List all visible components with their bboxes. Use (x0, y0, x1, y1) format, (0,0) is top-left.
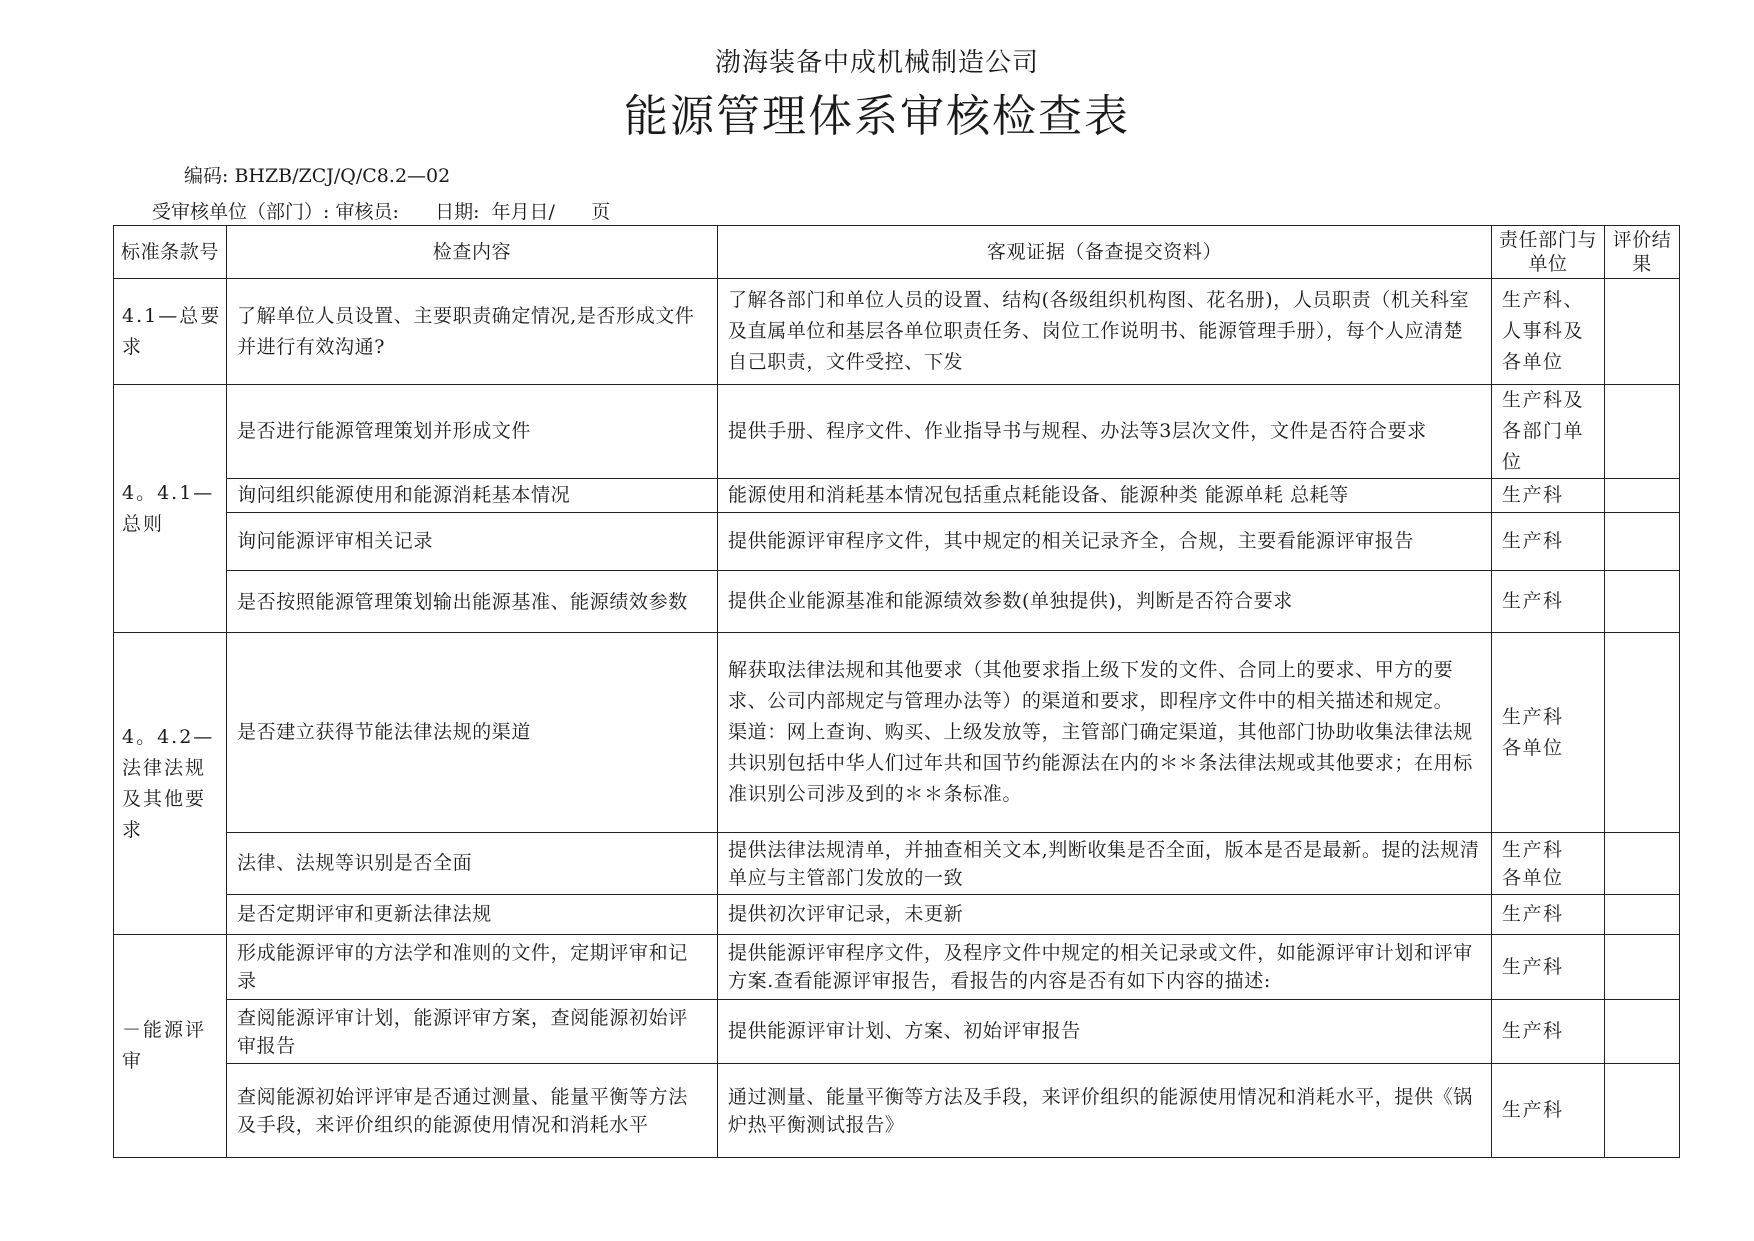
dept-cell: 生产科及各部门单位 (1492, 385, 1605, 479)
header-clause: 标准条款号 (114, 226, 227, 279)
table-row (114, 1000, 1680, 1064)
table-header-row (114, 226, 1680, 279)
result-cell[interactable] (1605, 479, 1680, 513)
evidence-cell: 了解各部门和单位人员的设置、结构(各级组织机构图、花名册)，人员职责（机关科室及直属单位和基层各单位职责任务、岗位工作说明书、能源管理手册），每个人应清楚自己职责，文件受控、下发 (718, 279, 1492, 385)
clause-cell: 4。4.2—法律法规及其他要求 (114, 633, 227, 935)
dept-line: 生产科 (1502, 838, 1564, 861)
content-cell: 是否定期评审和更新法律法规 (227, 895, 718, 935)
dept-cell: 生产科、人事科及各单位 (1492, 279, 1605, 385)
audit-checklist-table (113, 225, 1680, 1158)
result-cell[interactable] (1605, 935, 1680, 1000)
company-name: 渤海装备中成机械制造公司 (714, 48, 1039, 78)
table-row (114, 935, 1680, 1000)
content-cell: 询问能源评审相关记录 (227, 513, 718, 571)
dept-cell (1492, 833, 1605, 895)
content-cell: 是否进行能源管理策划并形成文件 (227, 385, 718, 479)
document-code: 编码: BHZB/ZCJ/Q/C8.2—02 (184, 165, 451, 187)
result-cell[interactable] (1605, 895, 1680, 935)
evidence-cell: 通过测量、能量平衡等方法及手段，来评价组织的能源使用情况和消耗水平，提供《锅炉热平衡测试报告》 (718, 1064, 1492, 1158)
evidence-cell: 提供手册、程序文件、作业指导书与规程、办法等3层次文件，文件是否符合要求 (718, 385, 1492, 479)
evidence-paragraph: 解获取法律法规和其他要求（其他要求指上级下发的文件、合同上的要求、甲方的要求、公司内部规定与管理办法等）的渠道和要求，即程序文件中的相关描述和规定。 (728, 659, 1454, 712)
result-cell[interactable] (1605, 571, 1680, 633)
clause-cell: 4.1—总要求 (114, 279, 227, 385)
table-row (114, 833, 1680, 895)
evidence-cell: 提供能源评审程序文件，及程序文件中规定的相关记录或文件，如能源评审计划和评审方案.查看能源评审报告，看报告的内容是否有如下内容的描述: (718, 935, 1492, 1000)
evidence-paragraph: 渠道：网上查询、购买、上级发放等，主管部门确定渠道，其他部门协助收集法律法规共识别包括中华人们过年共和国节约能源法在内的＊＊条法律法规或其他要求；在用标准识别公司涉及到的＊＊条标准。 (728, 721, 1473, 805)
content-cell: 法律、法规等识别是否全面 (227, 833, 718, 895)
clause-cell: 4。4.1—总则 (114, 385, 227, 633)
content-cell: 查阅能源评审计划，能源评审方案，查阅能源初始评审报告 (227, 1000, 718, 1064)
result-cell[interactable] (1605, 279, 1680, 385)
content-cell: 是否建立获得节能法律法规的渠道 (227, 633, 718, 833)
dept-cell: 生产科 (1492, 479, 1605, 513)
clause-cell: －能源评审 (114, 935, 227, 1158)
evidence-cell: 提供能源评审程序文件，其中规定的相关记录齐全，合规，主要看能源评审报告 (718, 513, 1492, 571)
header-evidence: 客观证据（备查提交资料） (718, 226, 1492, 279)
content-cell: 查阅能源初始评评审是否通过测量、能量平衡等方法及手段，来评价组织的能源使用情况和消耗水平 (227, 1064, 718, 1158)
header-dept: 责任部门与单位 (1492, 226, 1605, 279)
evidence-cell: 提供初次评审记录，未更新 (718, 895, 1492, 935)
result-cell[interactable] (1605, 1064, 1680, 1158)
content-cell: 是否按照能源管理策划输出能源基准、能源绩效参数 (227, 571, 718, 633)
dept-line: 生产科 (1502, 705, 1564, 728)
dept-cell: 生产科 (1492, 895, 1605, 935)
audit-info-line: 受审核单位（部门）: 审核员: 日期: 年月日/ 页 (152, 201, 611, 223)
content-cell: 询问组织能源使用和能源消耗基本情况 (227, 479, 718, 513)
dept-cell (1492, 633, 1605, 833)
table-row (114, 513, 1680, 571)
table-row (114, 633, 1680, 833)
dept-cell: 生产科 (1492, 571, 1605, 633)
result-cell[interactable] (1605, 513, 1680, 571)
dept-cell: 生产科 (1492, 1064, 1605, 1158)
table-row (114, 1064, 1680, 1158)
dept-line: 各单位 (1502, 736, 1564, 759)
evidence-cell: 提供法律法规清单，并抽查相关文本,判断收集是否全面，版本是否是最新。提的法规清单应与主管部门发放的一致 (718, 833, 1492, 895)
dept-line: 各单位 (1502, 866, 1564, 889)
content-cell: 形成能源评审的方法学和准则的文件，定期评审和记录 (227, 935, 718, 1000)
evidence-cell: 提供企业能源基准和能源绩效参数(单独提供)，判断是否符合要求 (718, 571, 1492, 633)
dept-cell: 生产科 (1492, 935, 1605, 1000)
evidence-cell: 提供能源评审计划、方案、初始评审报告 (718, 1000, 1492, 1064)
evidence-cell (718, 633, 1492, 833)
table-row (114, 279, 1680, 385)
dept-cell: 生产科 (1492, 513, 1605, 571)
table-row (114, 895, 1680, 935)
result-cell[interactable] (1605, 633, 1680, 833)
result-cell[interactable] (1605, 385, 1680, 479)
table-row (114, 479, 1680, 513)
table-row (114, 571, 1680, 633)
evidence-cell: 能源使用和消耗基本情况包括重点耗能设备、能源种类 能源单耗 总耗等 (718, 479, 1492, 513)
content-cell: 了解单位人员设置、主要职责确定情况,是否形成文件并进行有效沟通? (227, 279, 718, 385)
header-result: 评价结果 (1605, 226, 1680, 279)
dept-cell: 生产科 (1492, 1000, 1605, 1064)
table-row (114, 385, 1680, 479)
result-cell[interactable] (1605, 833, 1680, 895)
document-title: 能源管理体系审核检查表 (624, 91, 1130, 142)
header-content: 检查内容 (227, 226, 718, 279)
result-cell[interactable] (1605, 1000, 1680, 1064)
